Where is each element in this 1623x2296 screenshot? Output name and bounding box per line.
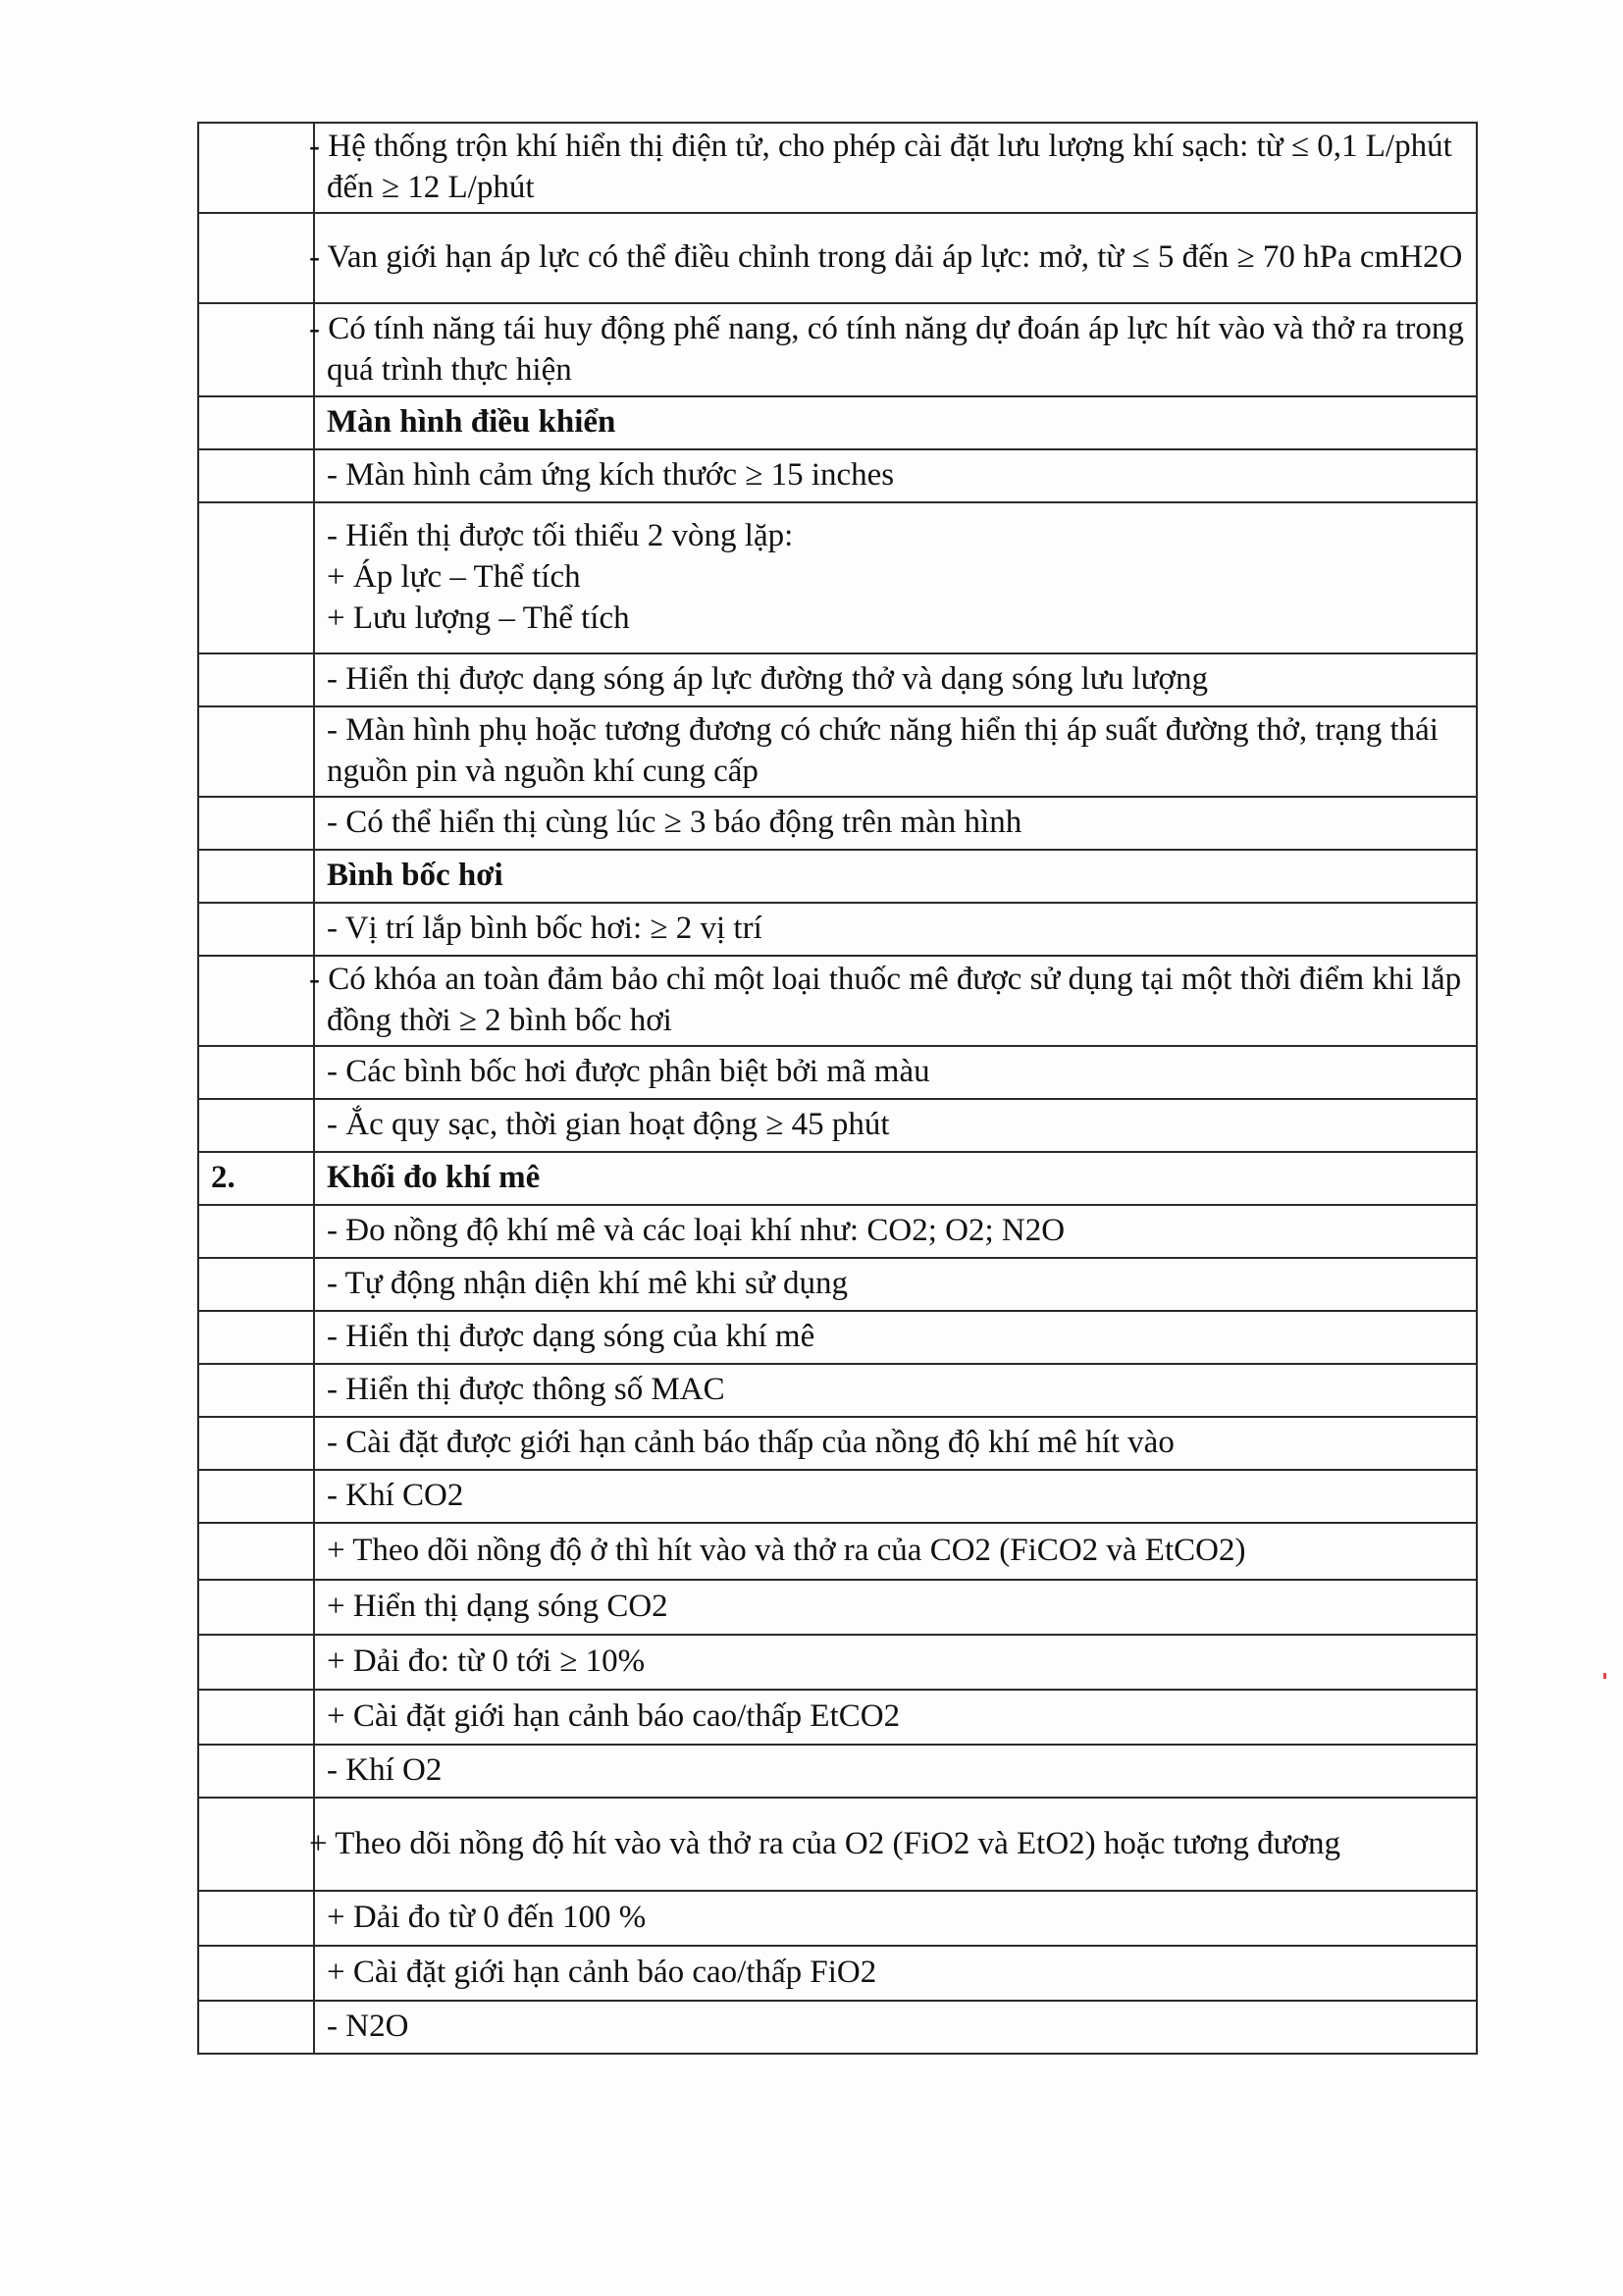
table-row — [198, 956, 1477, 1046]
section-heading: Bình bốc hơi — [314, 850, 1477, 903]
row-number — [198, 1523, 314, 1580]
table-row — [198, 1946, 1477, 2001]
table-row — [198, 303, 1477, 396]
row-text: + Dải đo: từ 0 tới ≥ 10% — [314, 1635, 1477, 1690]
row-text: - Có thể hiển thị cùng lúc ≥ 3 báo động trên màn hình — [314, 797, 1477, 850]
table-row — [198, 850, 1477, 903]
table-row — [198, 653, 1477, 706]
row-number — [198, 1745, 314, 1798]
table-row — [198, 213, 1477, 303]
row-text: - Đo nồng độ khí mê và các loại khí như: CO2; O2; N2O — [314, 1205, 1477, 1258]
row-text: - Hiển thị được tối thiểu 2 vòng lặp: — [327, 518, 794, 553]
row-number — [198, 797, 314, 850]
row-number — [198, 903, 314, 956]
table-row — [198, 449, 1477, 502]
row-number — [198, 706, 314, 797]
row-number — [198, 1417, 314, 1470]
row-number — [198, 303, 314, 396]
row-text: - Hiển thị được thông số MAC — [314, 1364, 1477, 1417]
table-row — [198, 1152, 1477, 1205]
row-text: - Màn hình phụ hoặc tương đương có chức năng hiển thị áp suất đường thở, trạng thái nguồn pin và nguồn khí cung cấp — [314, 706, 1477, 797]
row-number — [198, 1046, 314, 1099]
row-text: - Cài đặt được giới hạn cảnh báo thấp của nồng độ khí mê hít vào — [314, 1417, 1477, 1470]
row-number — [198, 123, 314, 213]
row-number — [198, 850, 314, 903]
row-number — [198, 653, 314, 706]
section-heading: Màn hình điều khiển — [314, 396, 1477, 449]
row-number — [198, 1258, 314, 1311]
row-number — [198, 1205, 314, 1258]
table-row — [198, 1635, 1477, 1690]
table-row — [198, 1258, 1477, 1311]
table-row — [198, 797, 1477, 850]
specification-table — [197, 122, 1478, 2055]
row-text: + Dải đo từ 0 đến 100 % — [314, 1891, 1477, 1946]
row-number — [198, 1798, 314, 1891]
row-number — [198, 1470, 314, 1523]
row-text: - Tự động nhận diện khí mê khi sử dụng — [314, 1258, 1477, 1311]
table-row — [198, 396, 1477, 449]
row-text: + Cài đặt giới hạn cảnh báo cao/thấp EtCO2 — [314, 1690, 1477, 1745]
row-text: - Hiển thị được dạng sóng áp lực đường thở và dạng sóng lưu lượng — [314, 653, 1477, 706]
table-row — [198, 706, 1477, 797]
row-number — [198, 1311, 314, 1364]
table-row — [198, 1523, 1477, 1580]
row-number — [198, 1364, 314, 1417]
row-text: + Theo dõi nồng độ ở thì hít vào và thở ra của CO2 (FiCO2 và EtCO2) — [314, 1523, 1477, 1580]
row-text: - Có tính năng tái huy động phế nang, có tính năng dự đoán áp lực hít vào và thở ra trong quá trình thực hiện — [314, 303, 1477, 396]
row-number — [198, 956, 314, 1046]
table-row — [198, 1798, 1477, 1891]
section-heading: Khối đo khí mê — [314, 1152, 1477, 1205]
row-number: 2. — [198, 1152, 314, 1205]
row-text: - Vị trí lắp bình bốc hơi: ≥ 2 vị trí — [314, 903, 1477, 956]
table-row — [198, 502, 1477, 653]
table-row — [198, 1580, 1477, 1635]
row-text: - Các bình bốc hơi được phân biệt bởi mã màu — [314, 1046, 1477, 1099]
table-row — [198, 1745, 1477, 1798]
table-row — [198, 1099, 1477, 1152]
table-row — [198, 2001, 1477, 2054]
row-text: - Có khóa an toàn đảm bảo chỉ một loại thuốc mê được sử dụng tại một thời điểm khi lắp đồng thời ≥ 2 bình bốc hơi — [314, 956, 1477, 1046]
row-text: + Hiển thị dạng sóng CO2 — [314, 1580, 1477, 1635]
table-row — [198, 1311, 1477, 1364]
row-number — [198, 1946, 314, 2001]
row-subitem: + Lưu lượng – Thể tích — [327, 600, 630, 636]
row-text: - Ắc quy sạc, thời gian hoạt động ≥ 45 phút — [314, 1099, 1477, 1152]
table-row — [198, 1690, 1477, 1745]
scan-speck — [1603, 1673, 1606, 1679]
row-number — [198, 502, 314, 653]
row-text: + Cài đặt giới hạn cảnh báo cao/thấp FiO2 — [314, 1946, 1477, 2001]
table-row — [198, 903, 1477, 956]
table-row — [198, 1205, 1477, 1258]
row-number — [198, 213, 314, 303]
row-number — [198, 449, 314, 502]
row-number — [198, 1635, 314, 1690]
row-text: - Khí O2 — [314, 1745, 1477, 1798]
table-row — [198, 1046, 1477, 1099]
row-number — [198, 1690, 314, 1745]
row-number — [198, 1891, 314, 1946]
row-text: + Theo dõi nồng độ hít vào và thở ra của O2 (FiO2 và EtO2) hoặc tương đương — [314, 1798, 1477, 1891]
table-row — [198, 1470, 1477, 1523]
table-row — [198, 1417, 1477, 1470]
row-number — [198, 2001, 314, 2054]
row-text-multi — [314, 502, 1477, 653]
table-row — [198, 1364, 1477, 1417]
row-text: - Màn hình cảm ứng kích thước ≥ 15 inches — [314, 449, 1477, 502]
row-subitem: + Áp lực – Thể tích — [327, 559, 581, 595]
table-row — [198, 1891, 1477, 1946]
row-text: - N2O — [314, 2001, 1477, 2054]
table-row — [198, 123, 1477, 213]
row-text: - Hiển thị được dạng sóng của khí mê — [314, 1311, 1477, 1364]
row-text: - Hệ thống trộn khí hiển thị điện tử, cho phép cài đặt lưu lượng khí sạch: từ ≤ 0,1 L/phút đến ≥ 12 L/phút — [314, 123, 1477, 213]
row-text: - Van giới hạn áp lực có thể điều chỉnh trong dải áp lực: mở, từ ≤ 5 đến ≥ 70 hPa cmH2O — [314, 213, 1477, 303]
row-text: - Khí CO2 — [314, 1470, 1477, 1523]
row-number — [198, 1580, 314, 1635]
row-number — [198, 1099, 314, 1152]
row-number — [198, 396, 314, 449]
